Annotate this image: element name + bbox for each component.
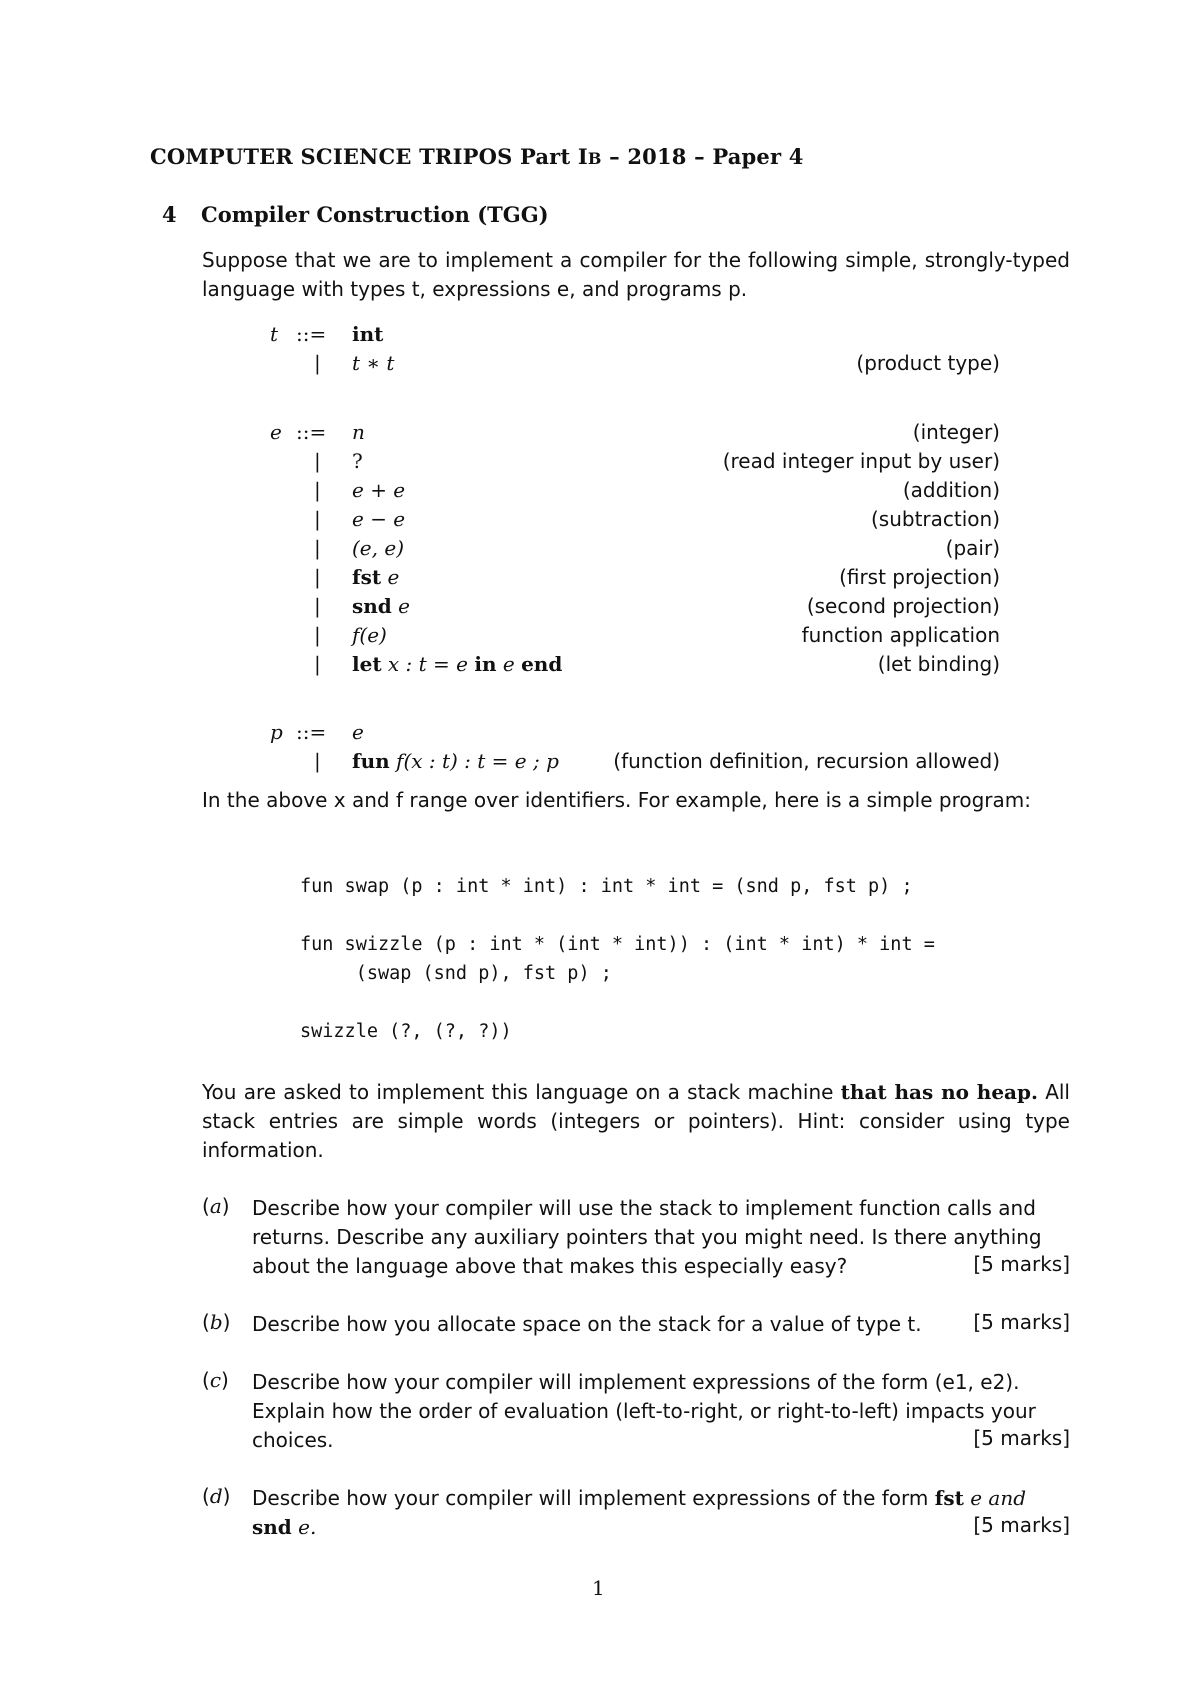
part-d-label: (d)	[202, 1484, 231, 1508]
grammar-bar: |	[314, 507, 321, 531]
stack-para-before: You are asked to implement this language on a stack machine	[202, 1080, 841, 1104]
rule-rest: e	[496, 652, 522, 676]
part-d-marks: [5 marks]	[973, 1513, 1070, 1537]
grammar-e-rule: e − e	[352, 507, 406, 531]
grammar-e-defsym: ::=	[296, 420, 327, 444]
grammar-e-lhs: e	[270, 420, 282, 444]
header-prefix: COMPUTER SCIENCE TRIPOS Part I	[150, 144, 588, 169]
question-intro: Suppose that we are to implement a compiler for the following simple, strongly-typed language with types t, expressions e, and programs p.	[202, 248, 1070, 301]
part-b-marks: [5 marks]	[973, 1310, 1070, 1334]
grammar-note: (second projection)	[806, 594, 1000, 618]
grammar-note: (let binding)	[877, 652, 1000, 676]
grammar-note: (read integer input by user)	[722, 449, 1000, 473]
part-letter: c	[209, 1368, 222, 1392]
grammar-note: (product type)	[856, 351, 1000, 375]
part-d-text	[252, 1484, 1070, 1542]
rule-rest: e	[391, 594, 410, 618]
grammar-t-lhs: t	[270, 322, 279, 346]
page-number: 1	[592, 1576, 605, 1600]
question-title: Compiler Construction (TGG)	[201, 202, 549, 227]
part-d-before: Describe how your compiler will implement expressions of the form	[252, 1486, 935, 1510]
grammar-bar: |	[314, 449, 321, 473]
grammar-e-rule: e + e	[352, 478, 406, 502]
part-letter: d	[209, 1484, 223, 1508]
keyword: end	[521, 652, 563, 676]
stack-para-after: All stack entries are simple words (integers or pointers). Hint: consider using type information.	[202, 1080, 1070, 1162]
grammar-e-rule	[352, 594, 410, 618]
code-line: fun swizzle (p : int * (int * int)) : (int * int) * int =	[300, 934, 935, 955]
grammar-note: (first projection)	[839, 565, 1000, 589]
grammar-note: (function definition, recursion allowed)	[613, 749, 1000, 773]
part-b-text: Describe how you allocate space on the stack for a value of type t.	[252, 1312, 922, 1336]
question-number: 4	[162, 202, 177, 227]
grammar-bar: |	[314, 594, 321, 618]
grammar-e-rule-let	[352, 652, 562, 676]
grammar-bar: |	[314, 565, 321, 589]
grammar-p-rule-fun	[352, 749, 559, 773]
part-c-label: (c)	[202, 1368, 229, 1392]
rule-rest: x : t = e	[381, 652, 475, 676]
part-letter: a	[209, 1194, 222, 1218]
part-a-label: (a)	[202, 1194, 230, 1218]
part-c-marks: [5 marks]	[973, 1426, 1070, 1450]
part-a-marks: [5 marks]	[973, 1252, 1070, 1276]
keyword: snd	[352, 594, 392, 618]
keyword: in	[474, 652, 497, 676]
keyword: fst	[934, 1486, 964, 1510]
part-b-label: (b)	[202, 1310, 231, 1334]
grammar-p-rule: e	[352, 720, 364, 744]
keyword: snd	[252, 1515, 292, 1539]
grammar-e-rule: n	[352, 420, 365, 444]
grammar-t-rule-product: t ∗ t	[352, 351, 395, 375]
header-rest: – 2018 – Paper 4	[601, 144, 804, 169]
code-line: fun swap (p : int * int) : int * int = (snd p, fst p) ;	[300, 876, 913, 897]
grammar-note: function application	[801, 623, 1000, 647]
grammar-e-rule: f(e)	[352, 623, 387, 647]
grammar-bar: |	[314, 623, 321, 647]
keyword: let	[352, 652, 382, 676]
grammar-p-defsym: ::=	[296, 720, 327, 744]
grammar-t-rule-int: int	[352, 322, 384, 346]
grammar-e-rule	[352, 565, 399, 589]
grammar-e-rule: ?	[352, 449, 363, 473]
grammar-note: (pair)	[945, 536, 1000, 560]
part-d-after: e.	[291, 1515, 317, 1539]
rule-rest: f(x : t) : t = e ; p	[389, 749, 559, 773]
grammar-bar: |	[314, 478, 321, 502]
stack-para-bold: that has no heap.	[840, 1080, 1038, 1104]
rule-rest: e	[381, 565, 400, 589]
keyword: fun	[352, 749, 390, 773]
header-part-suffix: B	[587, 149, 602, 168]
code-line: (swap (snd p), fst p) ;	[300, 963, 612, 984]
keyword: fst	[352, 565, 382, 589]
paper-header	[150, 144, 804, 169]
part-d-mid: e and	[963, 1486, 1027, 1510]
example-intro: In the above x and f range over identifiers. For example, here is a simple program:	[202, 788, 1031, 812]
code-line: swizzle (?, (?, ?))	[300, 1021, 512, 1042]
grammar-note: (integer)	[912, 420, 1000, 444]
part-a-text: Describe how your compiler will use the stack to implement function calls and returns. Describe any auxiliary pointers that you might need. Is there anything about the language above that makes this especially easy?	[252, 1196, 1042, 1278]
grammar-e-rule: (e, e)	[352, 536, 404, 560]
grammar-note: (addition)	[902, 478, 1000, 502]
grammar-bar: |	[314, 536, 321, 560]
grammar-t-defsym: ::=	[296, 322, 327, 346]
part-letter: b	[209, 1310, 223, 1334]
grammar-bar: |	[314, 351, 321, 375]
grammar-bar: |	[314, 749, 321, 773]
stack-paragraph	[202, 1078, 1070, 1165]
grammar-note: (subtraction)	[870, 507, 1000, 531]
grammar-p-lhs: p	[270, 720, 283, 744]
part-c-text: Describe how your compiler will implement expressions of the form (e1, e2). Explain how the order of evaluation (left-to-right, or right-to-left) impacts your choices.	[252, 1370, 1036, 1452]
grammar-bar: |	[314, 652, 321, 676]
